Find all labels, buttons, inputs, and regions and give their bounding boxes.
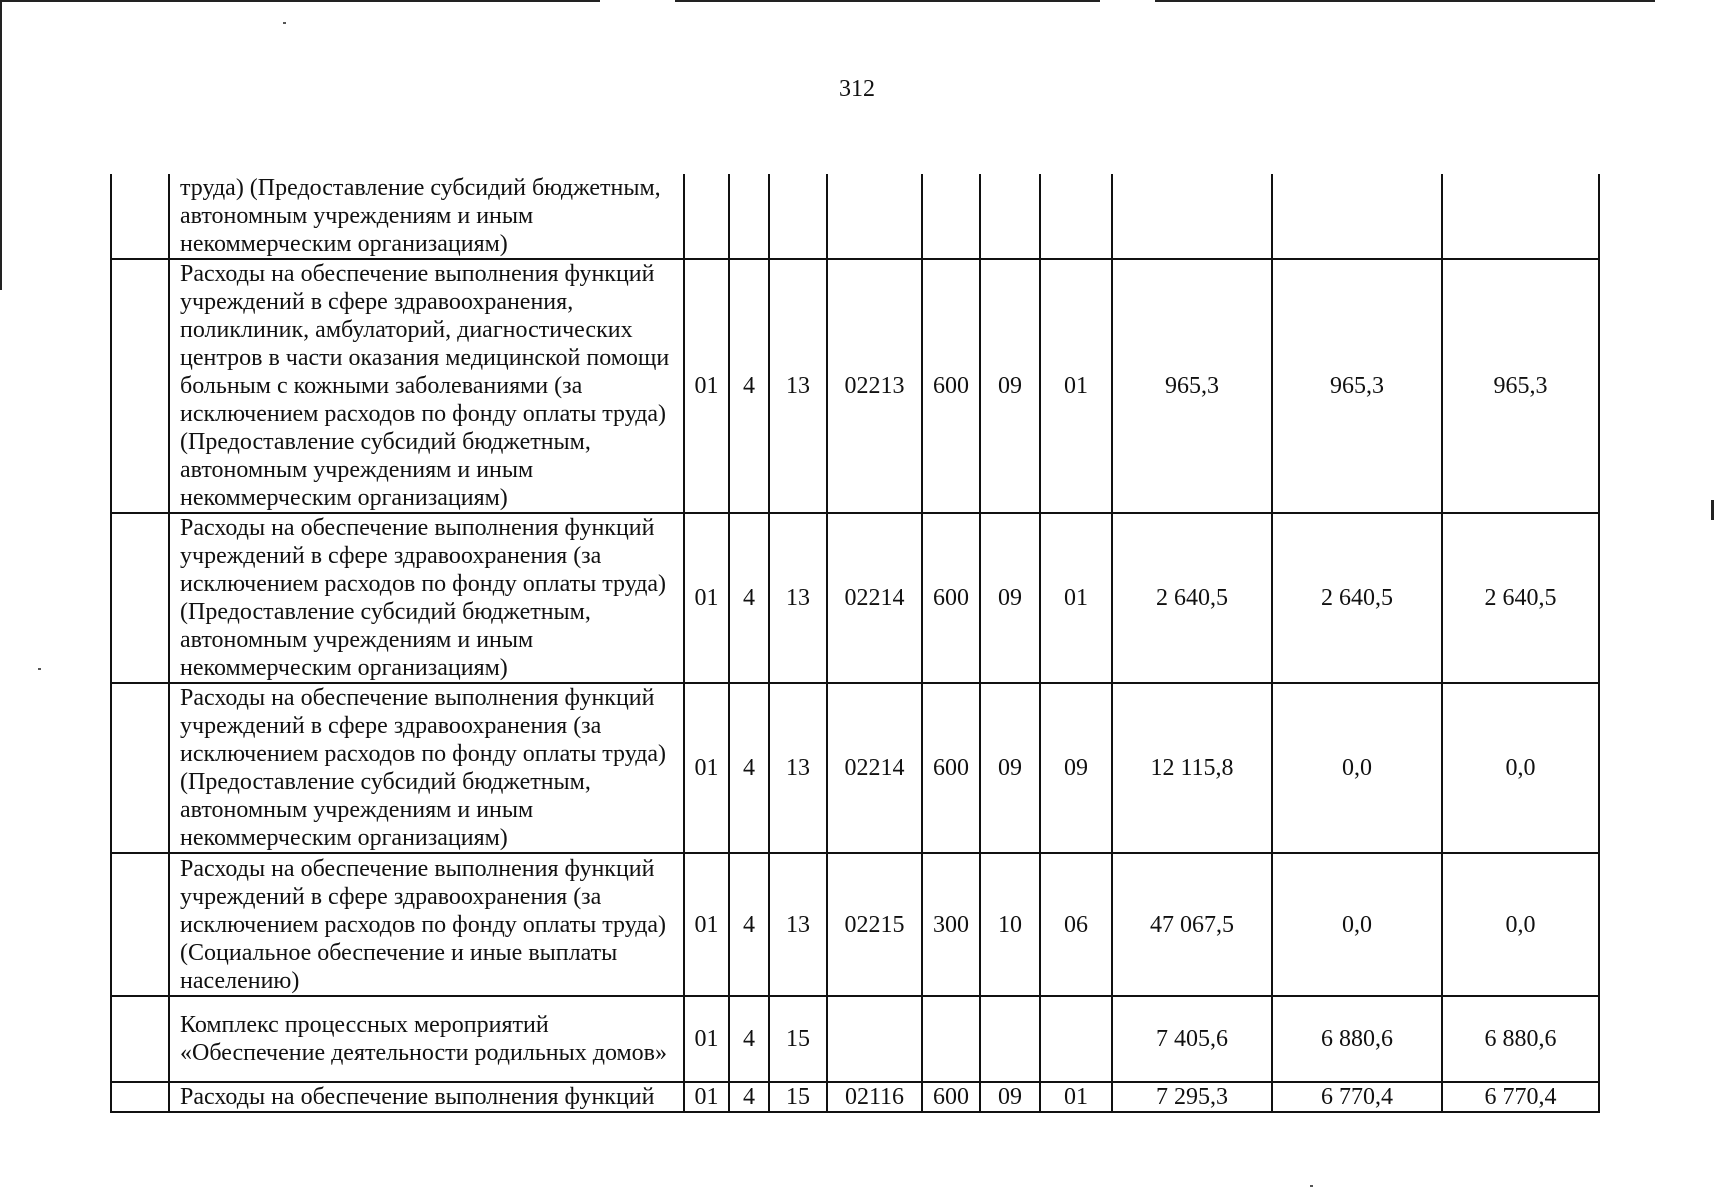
amount-year2-cell: 6 880,6 — [1272, 996, 1442, 1082]
section-cell — [980, 996, 1040, 1082]
subprogram-cell: 13 — [769, 513, 827, 683]
expense-type-cell — [922, 174, 980, 259]
direction-code-cell: 02215 — [827, 853, 922, 996]
scan-edge-line — [1155, 0, 1655, 2]
subprogram-cell: 13 — [769, 259, 827, 513]
program-cell: 01 — [684, 1082, 729, 1112]
section-cell: 09 — [980, 259, 1040, 513]
amount-year1-cell: 965,3 — [1112, 259, 1272, 513]
description-cell: труда) (Предоставление субсидий бюджетным, автономным учреждениям и иным некоммерческим организациям) — [169, 174, 684, 259]
description-cell: Расходы на обеспечение выполнения функций учреждений в сфере здравоохранения (за исключением расходов по фонду оплаты труда) (Социальное обеспечение и иные выплаты населению) — [169, 853, 684, 996]
page-number: 312 — [839, 76, 875, 102]
amount-year3-cell: 965,3 — [1442, 259, 1599, 513]
table-row — [111, 853, 1599, 996]
row-number-cell — [111, 853, 169, 996]
subprogram-cell — [769, 174, 827, 259]
table-row — [111, 683, 1599, 853]
type-cell: 4 — [729, 683, 769, 853]
amount-year3-cell: 0,0 — [1442, 853, 1599, 996]
section-cell: 09 — [980, 513, 1040, 683]
type-cell: 4 — [729, 1082, 769, 1112]
type-cell: 4 — [729, 513, 769, 683]
direction-code-cell: 02213 — [827, 259, 922, 513]
table-row — [111, 513, 1599, 683]
type-cell: 4 — [729, 853, 769, 996]
table-row — [111, 996, 1599, 1082]
program-cell: 01 — [684, 259, 729, 513]
row-number-cell — [111, 259, 169, 513]
amount-year3-cell: 6 880,6 — [1442, 996, 1599, 1082]
amount-year1-cell — [1112, 174, 1272, 259]
subsection-cell — [1040, 174, 1112, 259]
amount-year1-cell: 7 405,6 — [1112, 996, 1272, 1082]
subprogram-cell: 13 — [769, 683, 827, 853]
expense-type-cell: 600 — [922, 683, 980, 853]
scan-speck — [283, 22, 286, 24]
subsection-cell: 01 — [1040, 1082, 1112, 1112]
expense-type-cell: 300 — [922, 853, 980, 996]
program-cell: 01 — [684, 683, 729, 853]
amount-year1-cell: 12 115,8 — [1112, 683, 1272, 853]
scan-edge-line — [0, 0, 600, 2]
table-row — [111, 259, 1599, 513]
program-cell: 01 — [684, 513, 729, 683]
description-cell: Расходы на обеспечение выполнения функций учреждений в сфере здравоохранения (за исключением расходов по фонду оплаты труда) (Предоставление субсидий бюджетным, автономным учреждениям и иным некоммерческим организациям) — [169, 683, 684, 853]
row-number-cell — [111, 683, 169, 853]
scan-edge-line — [0, 0, 2, 290]
table-row — [111, 1082, 1599, 1112]
amount-year2-cell: 6 770,4 — [1272, 1082, 1442, 1112]
row-number-cell — [111, 1082, 169, 1112]
amount-year1-cell: 2 640,5 — [1112, 513, 1272, 683]
amount-year2-cell — [1272, 174, 1442, 259]
type-cell: 4 — [729, 996, 769, 1082]
amount-year2-cell: 0,0 — [1272, 683, 1442, 853]
program-cell — [684, 174, 729, 259]
section-cell: 09 — [980, 1082, 1040, 1112]
program-cell: 01 — [684, 996, 729, 1082]
direction-code-cell — [827, 996, 922, 1082]
direction-code-cell: 02214 — [827, 513, 922, 683]
description-cell: Комплекс процессных мероприятий «Обеспечение деятельности родильных домов» — [169, 996, 684, 1082]
description-cell: Расходы на обеспечение выполнения функций учреждений в сфере здравоохранения (за исключением расходов по фонду оплаты труда) (Предоставление субсидий бюджетным, автономным учреждениям и иным некоммерческим организациям) — [169, 513, 684, 683]
amount-year3-cell: 0,0 — [1442, 683, 1599, 853]
direction-code-cell: 02116 — [827, 1082, 922, 1112]
amount-year1-cell: 47 067,5 — [1112, 853, 1272, 996]
type-cell: 4 — [729, 259, 769, 513]
table-row — [111, 174, 1599, 259]
amount-year2-cell: 965,3 — [1272, 259, 1442, 513]
description-cell: Расходы на обеспечение выполнения функций — [169, 1082, 684, 1112]
scan-speck — [38, 668, 41, 670]
type-cell — [729, 174, 769, 259]
amount-year3-cell — [1442, 174, 1599, 259]
amount-year2-cell: 0,0 — [1272, 853, 1442, 996]
expense-type-cell: 600 — [922, 1082, 980, 1112]
row-number-cell — [111, 513, 169, 683]
amount-year3-cell: 2 640,5 — [1442, 513, 1599, 683]
subsection-cell — [1040, 996, 1112, 1082]
program-cell: 01 — [684, 853, 729, 996]
scan-edge-line — [675, 0, 1100, 2]
subsection-cell: 06 — [1040, 853, 1112, 996]
subprogram-cell: 13 — [769, 853, 827, 996]
row-number-cell — [111, 996, 169, 1082]
amount-year1-cell: 7 295,3 — [1112, 1082, 1272, 1112]
expense-type-cell: 600 — [922, 513, 980, 683]
subsection-cell: 01 — [1040, 259, 1112, 513]
amount-year3-cell: 6 770,4 — [1442, 1082, 1599, 1112]
direction-code-cell — [827, 174, 922, 259]
description-cell: Расходы на обеспечение выполнения функций учреждений в сфере здравоохранения, поликлиник, амбулаторий, диагностических центров в части оказания медицинской помощи больным с кожными заболеваниями (за исключением расходов по фонду оплаты труда) (Предоставление субсидий бюджетным, автономным учреждениям и иным некоммерческим организациям) — [169, 259, 684, 513]
section-cell — [980, 174, 1040, 259]
section-cell: 10 — [980, 853, 1040, 996]
expense-type-cell: 600 — [922, 259, 980, 513]
amount-year2-cell: 2 640,5 — [1272, 513, 1442, 683]
subsection-cell: 09 — [1040, 683, 1112, 853]
row-number-cell — [111, 174, 169, 259]
subprogram-cell: 15 — [769, 1082, 827, 1112]
subprogram-cell: 15 — [769, 996, 827, 1082]
direction-code-cell: 02214 — [827, 683, 922, 853]
expense-type-cell — [922, 996, 980, 1082]
subsection-cell: 01 — [1040, 513, 1112, 683]
section-cell: 09 — [980, 683, 1040, 853]
scan-speck — [1310, 1185, 1313, 1187]
budget-table — [110, 174, 1600, 1113]
